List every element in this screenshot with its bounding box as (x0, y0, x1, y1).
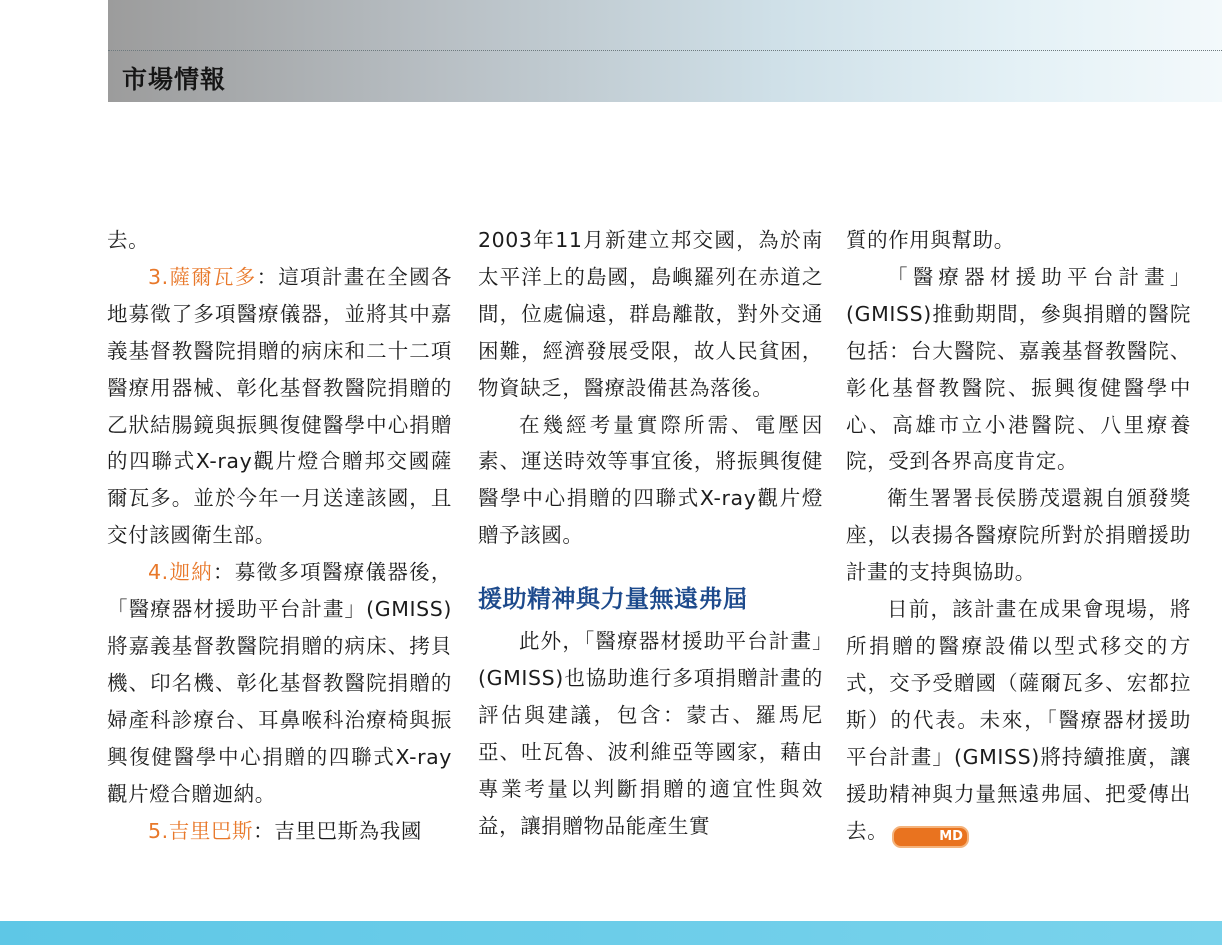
header-divider (108, 50, 1222, 51)
item-label: 4.迦納 (148, 560, 214, 585)
column-1 (107, 222, 452, 849)
md-logo-icon: MD (892, 826, 969, 848)
paragraph: 「醫療器材援助平台計畫」(GMISS)推動期間，參與捐贈的醫院包括：台大醫院、嘉義基督教醫院、彰化基督教醫院、振興復健醫學中心、高雄市立小港醫院、八里療養院，受到各界高度肯定。 (846, 264, 1191, 474)
header-band (108, 0, 1222, 102)
paragraph-item-5 (107, 813, 452, 850)
paragraph: 2003年11月新建立邦交國，為於南太平洋上的島國，島嶼羅列在赤道之間，位處偏遠，群島離散，對外交通困難，經濟發展受限，故人民貧困，物資缺乏，醫療設備甚為落後。 (478, 228, 823, 400)
paragraph-final (846, 591, 1191, 849)
paragraph-item-4 (107, 554, 452, 812)
paragraph-text: 日前，該計畫在成果會現場，將所捐贈的醫療設備以型式移交的方式，交予受贈國（薩爾瓦多、宏都拉斯）的代表。未來，「醫療器材援助平台計畫」(GMISS)將持續推廣，讓援助精神與力量無遠弗屆、把愛傳出去。 (846, 597, 1191, 843)
paragraph-item-3 (107, 259, 452, 554)
paragraph: 此外，「醫療器材援助平台計畫」(GMISS)也協助進行多項捐贈計畫的評估與建議，包含：蒙古、羅馬尼亞、吐瓦魯、波利維亞等國家，藉由專業考量以判斷捐贈的適宜性與效益，讓捐贈物品能產生實 (478, 629, 823, 838)
item-text: ：吉里巴斯為我國 (253, 818, 422, 843)
paragraph: 在幾經考量實際所需、電壓因素、運送時效等事宜後，將振興復健醫學中心捐贈的四聯式X-ray觀片燈贈予該國。 (478, 412, 823, 548)
item-label: 3.薩爾瓦多 (148, 264, 257, 289)
subheading: 援助精神與力量無遠弗屆 (478, 584, 748, 614)
item-text: ：募徵多項醫療儀器後，「醫療器材援助平台計畫」(GMISS)將嘉義基督教醫院捐贈的病床、拷貝機、印名機、彰化基督教醫院捐贈的婦產科診療台、耳鼻喉科治療椅與振興復健醫學中心捐贈的四聯式X-ray觀片燈合贈迦納。 (107, 560, 452, 806)
column-2 (478, 222, 823, 845)
item-label: 5.吉里巴斯 (148, 818, 254, 843)
article-body (107, 222, 1191, 902)
section-title: 市場情報 (122, 65, 227, 94)
paragraph: 去。 (107, 228, 150, 252)
item-text: ：這項計畫在全國各地募徵了多項醫療儀器，並將其中嘉義基督教醫院捐贈的病床和二十二項醫療用器械、彰化基督教醫院捐贈的乙狀結腸鏡與振興復健醫學中心捐贈的四聯式X-ray觀片燈合贈邦交國薩爾瓦多。並於今年一月送達該國，且交付該國衛生部。 (107, 264, 452, 548)
paragraph: 衛生署署長侯勝茂還親自頒發獎座，以表揚各醫療院所對於捐贈援助計畫的支持與協助。 (846, 486, 1191, 585)
column-3 (846, 222, 1191, 849)
left-margin (0, 0, 108, 945)
footer-band (0, 921, 1222, 945)
paragraph: 質的作用與幫助。 (846, 228, 1015, 252)
